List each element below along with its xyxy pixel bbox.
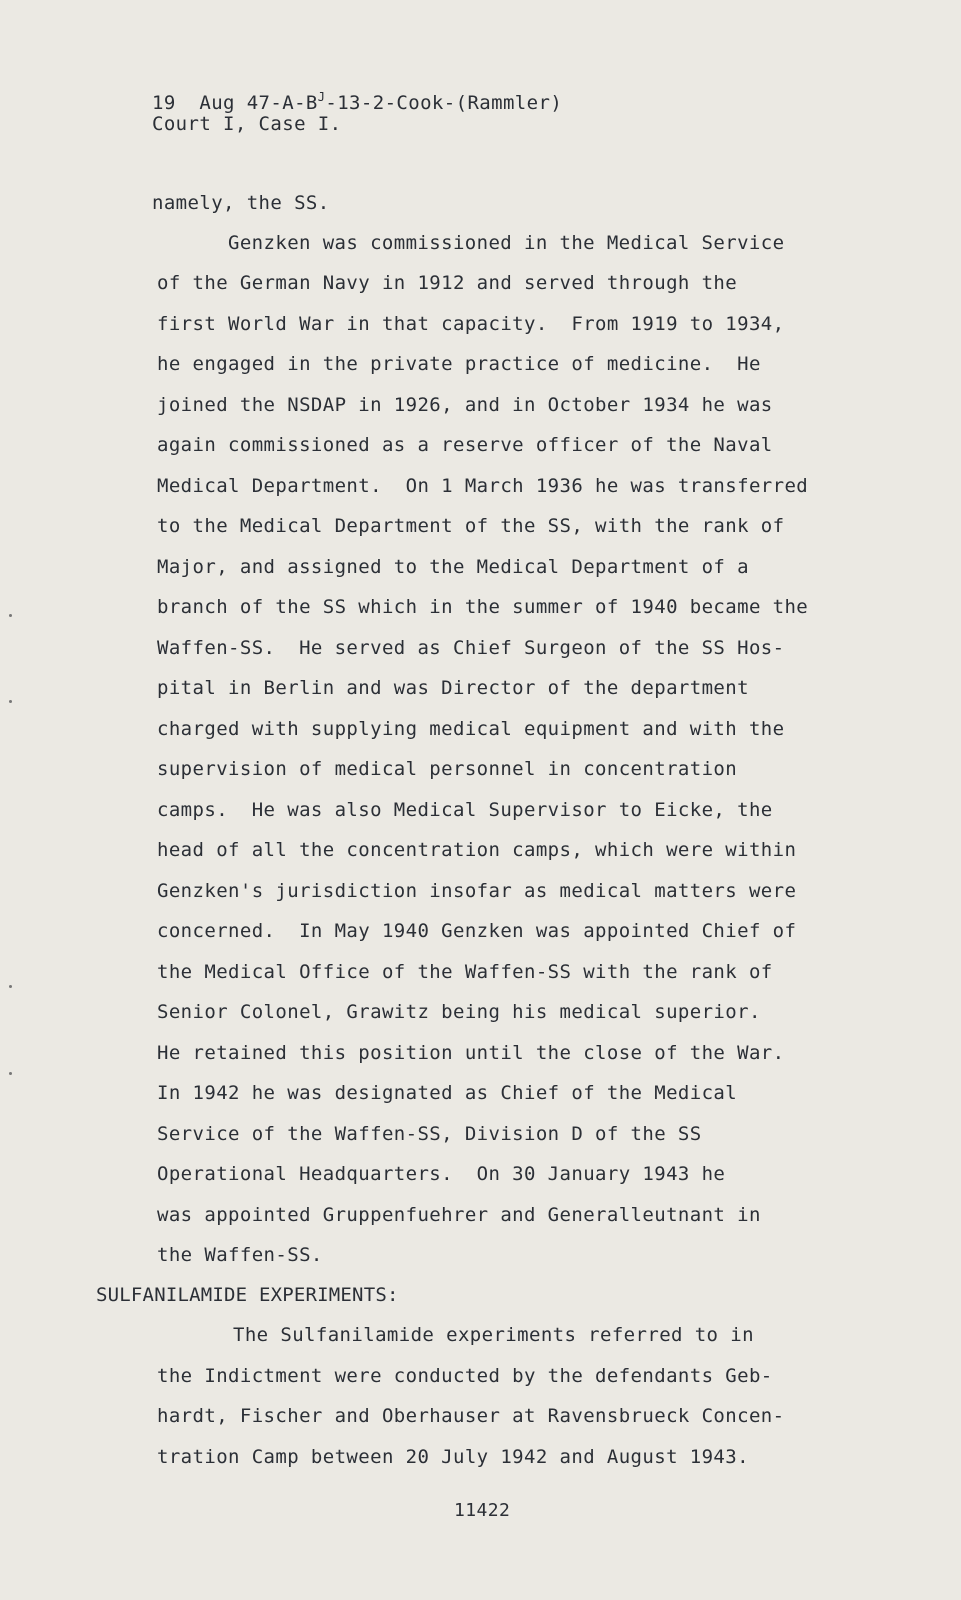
body-line: of the German Navy in 1912 and served through the xyxy=(157,272,738,294)
body-line: Senior Colonel, Grawitz being his medical superior. xyxy=(157,1001,761,1023)
page-number: 11422 xyxy=(454,1500,511,1521)
body-line: head of all the concentration camps, which were within xyxy=(157,839,797,861)
margin-speck xyxy=(9,700,12,703)
body-line: namely, the SS. xyxy=(152,192,330,214)
header-line-1: 19 Aug $47-A-B^J-13-2-Cook-(Rammler)$ xyxy=(152,90,563,114)
body-line: Genzken was commissioned in the Medical Service xyxy=(228,232,785,254)
body-line: hardt, Fischer and Oberhauser at Ravensbrueck Concen- xyxy=(157,1405,785,1427)
body-line: to the Medical Department of the SS, with the rank of xyxy=(157,515,785,537)
body-line: was appointed Gruppenfuehrer and Generalleutnant in xyxy=(157,1204,761,1226)
body-line: Service of the Waffen-SS, Division D of the SS xyxy=(157,1123,702,1145)
margin-speck xyxy=(9,614,12,617)
header-line-2: Court I, Case I. xyxy=(152,113,342,135)
section-heading: SULFANILAMIDE EXPERIMENTS: xyxy=(96,1284,399,1306)
body-line: first World War in that capacity. From 1919 to 1934, xyxy=(157,313,785,335)
body-line: the Indictment were conducted by the defendants Geb- xyxy=(157,1365,773,1387)
body-line: supervision of medical personnel in concentration xyxy=(157,758,738,780)
body-line: the Waffen-SS. xyxy=(157,1244,323,1266)
body-line: again commissioned as a reserve officer of the Naval xyxy=(157,434,773,456)
body-line: tration Camp between 20 July 1942 and August 1943. xyxy=(157,1446,749,1468)
margin-speck xyxy=(9,985,12,988)
body-line: he engaged in the private practice of medicine. He xyxy=(157,353,761,375)
margin-speck xyxy=(9,1072,12,1075)
body-line: Operational Headquarters. On 30 January 1943 he xyxy=(157,1163,726,1185)
body-line: concerned. In May 1940 Genzken was appointed Chief of xyxy=(157,920,797,942)
body-line: charged with supplying medical equipment and with the xyxy=(157,718,785,740)
body-line: Waffen-SS. He served as Chief Surgeon of the SS Hos- xyxy=(157,637,785,659)
body-line: joined the NSDAP in 1926, and in October 1934 he was xyxy=(157,394,773,416)
body-line: Genzken's jurisdiction insofar as medical matters were xyxy=(157,880,797,902)
body-line: He retained this position until the close of the War. xyxy=(157,1042,785,1064)
body-line: pital in Berlin and was Director of the department xyxy=(157,677,749,699)
body-line: The Sulfanilamide experiments referred to in xyxy=(233,1324,754,1346)
body-line: the Medical Office of the Waffen-SS with the rank of xyxy=(157,961,773,983)
body-line: Medical Department. On 1 March 1936 he was transferred xyxy=(157,475,809,497)
body-line: branch of the SS which in the summer of 1940 became the xyxy=(157,596,809,618)
body-line: In 1942 he was designated as Chief of the Medical xyxy=(157,1082,738,1104)
body-line: Major, and assigned to the Medical Department of a xyxy=(157,556,749,578)
body-line: camps. He was also Medical Supervisor to Eicke, the xyxy=(157,799,773,821)
